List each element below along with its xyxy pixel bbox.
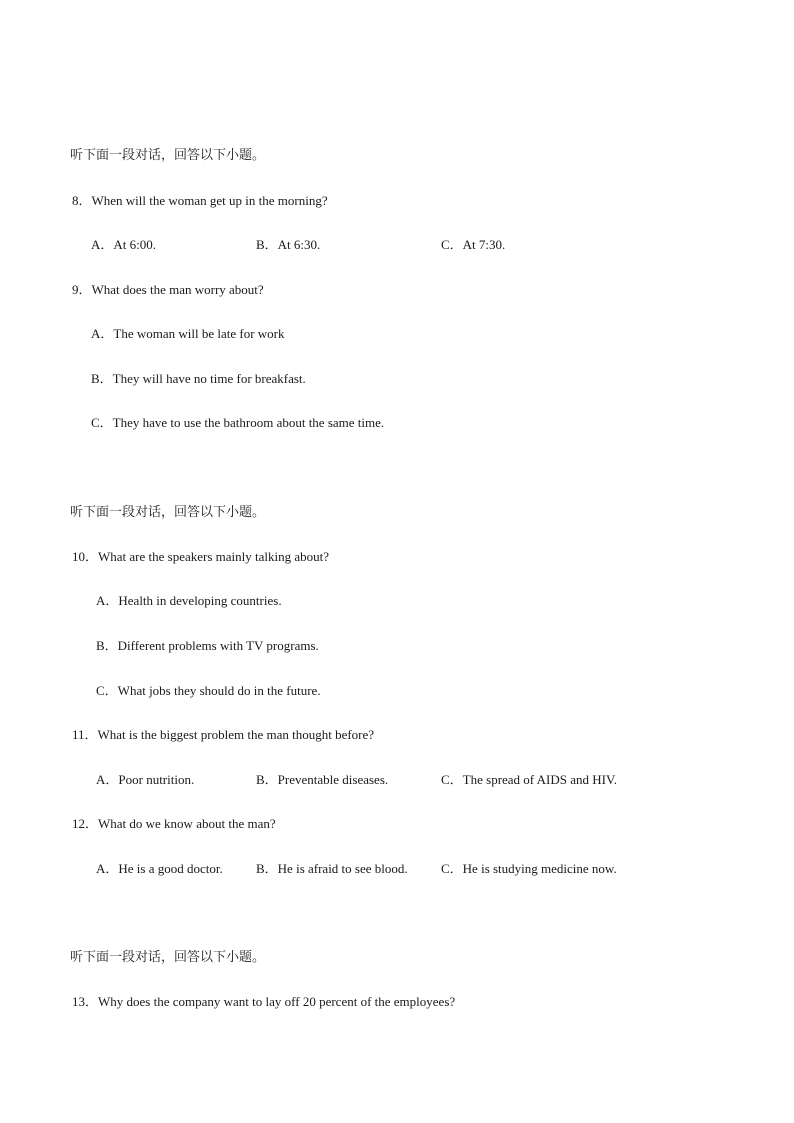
question-stem-13: 13．Why does the company want to lay off 20 percent of the employees? bbox=[72, 994, 456, 1009]
option-8-c: C．At 7:30. bbox=[441, 237, 506, 252]
option-11-a: A．Poor nutrition. bbox=[96, 772, 195, 787]
option-8-a: A．At 6:00. bbox=[91, 237, 157, 252]
option-10-b: B．Different problems with TV programs. bbox=[96, 638, 319, 653]
option-12-c: C．He is studying medicine now. bbox=[441, 861, 617, 876]
section-instruction: 听下面一段对话，回答以下小题。 bbox=[70, 950, 266, 965]
option-9-a: A．The woman will be late for work bbox=[91, 326, 285, 341]
option-10-a: A．Health in developing countries. bbox=[96, 593, 282, 608]
option-11-c: C．The spread of AIDS and HIV. bbox=[441, 772, 617, 787]
section-instruction: 听下面一段对话，回答以下小题。 bbox=[70, 148, 266, 163]
question-stem-8: 8．When will the woman get up in the morning? bbox=[72, 193, 328, 208]
option-12-a: A．He is a good doctor. bbox=[96, 861, 223, 876]
section-instruction: 听下面一段对话，回答以下小题。 bbox=[70, 505, 266, 520]
option-8-b: B．At 6:30. bbox=[256, 237, 321, 252]
option-10-c: C．What jobs they should do in the future. bbox=[96, 683, 321, 698]
option-12-b: B．He is afraid to see blood. bbox=[256, 861, 408, 876]
question-stem-10: 10．What are the speakers mainly talking about? bbox=[72, 549, 330, 564]
option-9-b: B．They will have no time for breakfast. bbox=[91, 371, 306, 386]
option-11-b: B．Preventable diseases. bbox=[256, 772, 389, 787]
option-9-c: C．They have to use the bathroom about the same time. bbox=[91, 415, 385, 430]
question-stem-12: 12．What do we know about the man? bbox=[72, 816, 276, 831]
question-stem-9: 9．What does the man worry about? bbox=[72, 282, 264, 297]
question-stem-11: 11．What is the biggest problem the man thought before? bbox=[72, 727, 375, 742]
